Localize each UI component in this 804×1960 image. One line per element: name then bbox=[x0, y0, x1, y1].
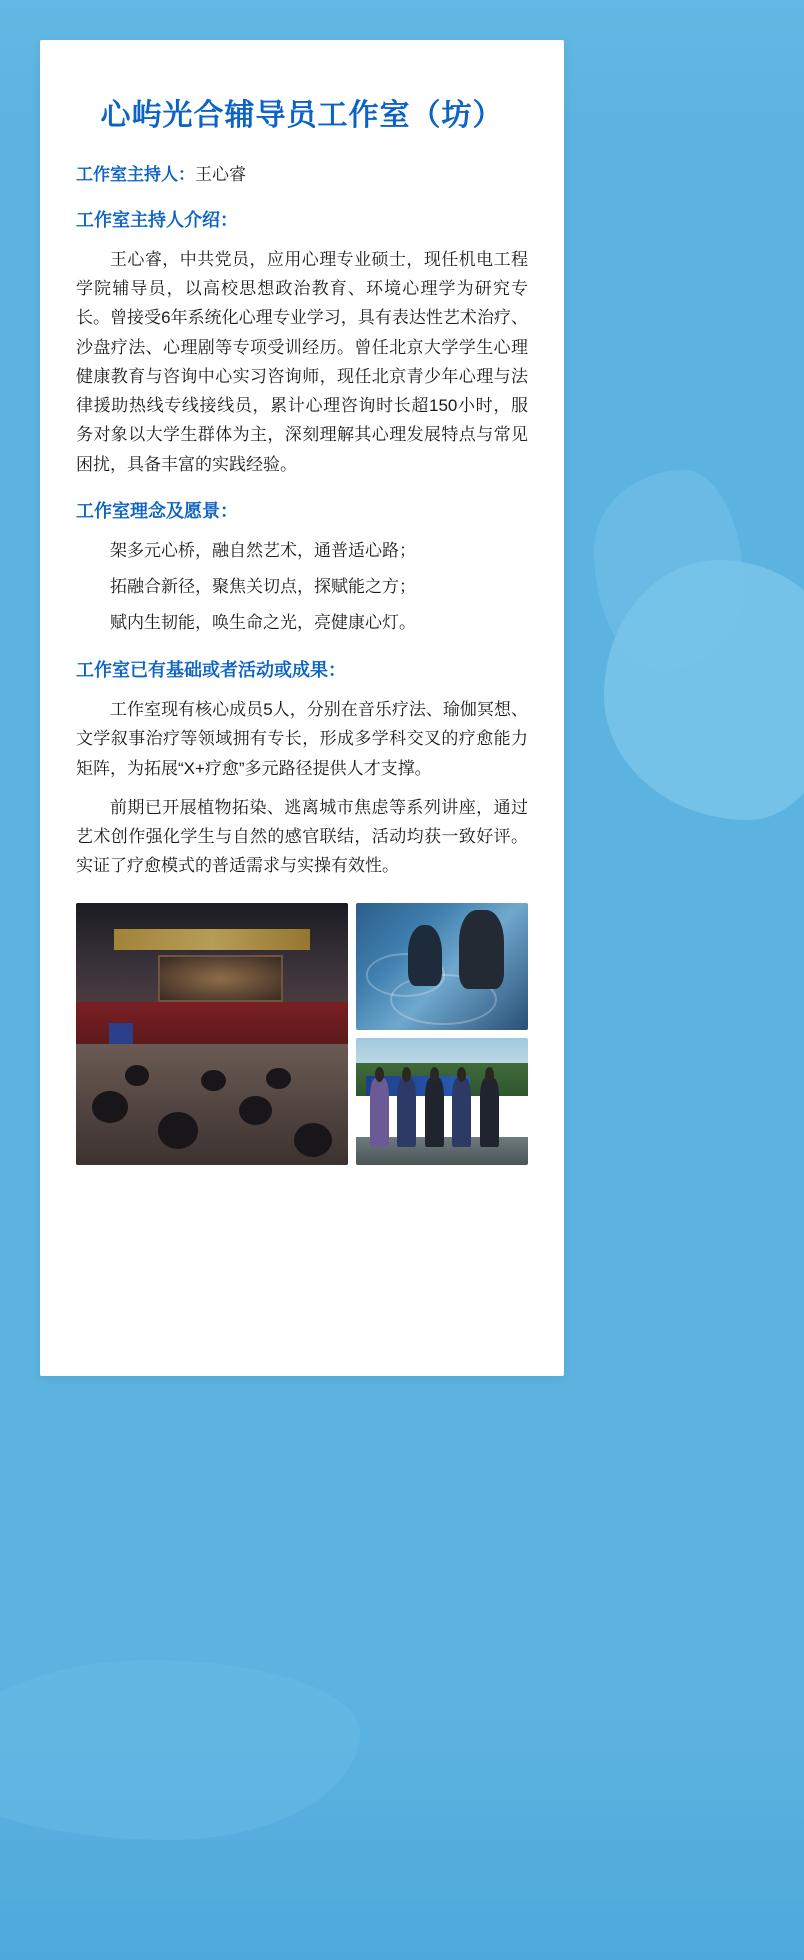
section-paragraph-achievements-2: 前期已开展植物拓染、逃离城市焦虑等系列讲座，通过艺术创作强化学生与自然的感官联结，活动均获一致好评。实证了疗愈模式的普适需求与实操有效性。 bbox=[76, 797, 528, 876]
poster-card bbox=[40, 40, 564, 1376]
lecture-hall-photo bbox=[76, 903, 348, 1165]
section-heading-vision: 工作室理念及愿景： bbox=[76, 500, 238, 521]
section-heading-intro: 工作室主持人介绍： bbox=[76, 210, 238, 231]
host-value: 王心睿 bbox=[195, 165, 246, 184]
vision-line-2: 拓融合新径，聚焦关切点，探赋能之方； bbox=[110, 576, 416, 596]
page-title: 心屿光合辅导员工作室（坊） bbox=[100, 99, 504, 132]
photo-gallery bbox=[76, 903, 528, 1165]
outdoor-group-photo bbox=[356, 1038, 528, 1165]
photo-right-column bbox=[356, 903, 528, 1165]
host-line bbox=[76, 161, 528, 188]
host-label: 工作室主持人： bbox=[76, 165, 195, 184]
plant-dyeing-photo bbox=[356, 903, 528, 1030]
section-paragraph-intro: 王心睿，中共党员，应用心理专业硕士，现任机电工程学院辅导员，以高校思想政治教育、环境心理学为研究专长。曾接受6年系统化心理专业学习，具有表达性艺术治疗、沙盘疗法、心理剧等专项受训经历。曾任北京大学学生心理健康教育与咨询中心实习咨询师，现任北京青少年心理与法律援助热线专线接线员，累计心理咨询时长超150小时，服务对象以大学生群体为主，深刻理解其心理发展特点与常见困扰，具备丰富的实践经验。 bbox=[76, 249, 528, 474]
section-paragraph-achievements-1: 工作室现有核心成员5人，分别在音乐疗法、瑜伽冥想、文学叙事治疗等领域拥有专长，形成多学科交叉的疗愈能力矩阵，为拓展“X+疗愈”多元路径提供人才支撑。 bbox=[76, 700, 528, 778]
vision-line-1: 架多元心桥，融自然艺术，通普适心路； bbox=[110, 540, 416, 560]
section-heading-achievements: 工作室已有基础或者活动或成果： bbox=[76, 660, 346, 681]
vision-line-3: 赋内生韧能，唤生命之光，亮健康心灯。 bbox=[110, 613, 416, 633]
